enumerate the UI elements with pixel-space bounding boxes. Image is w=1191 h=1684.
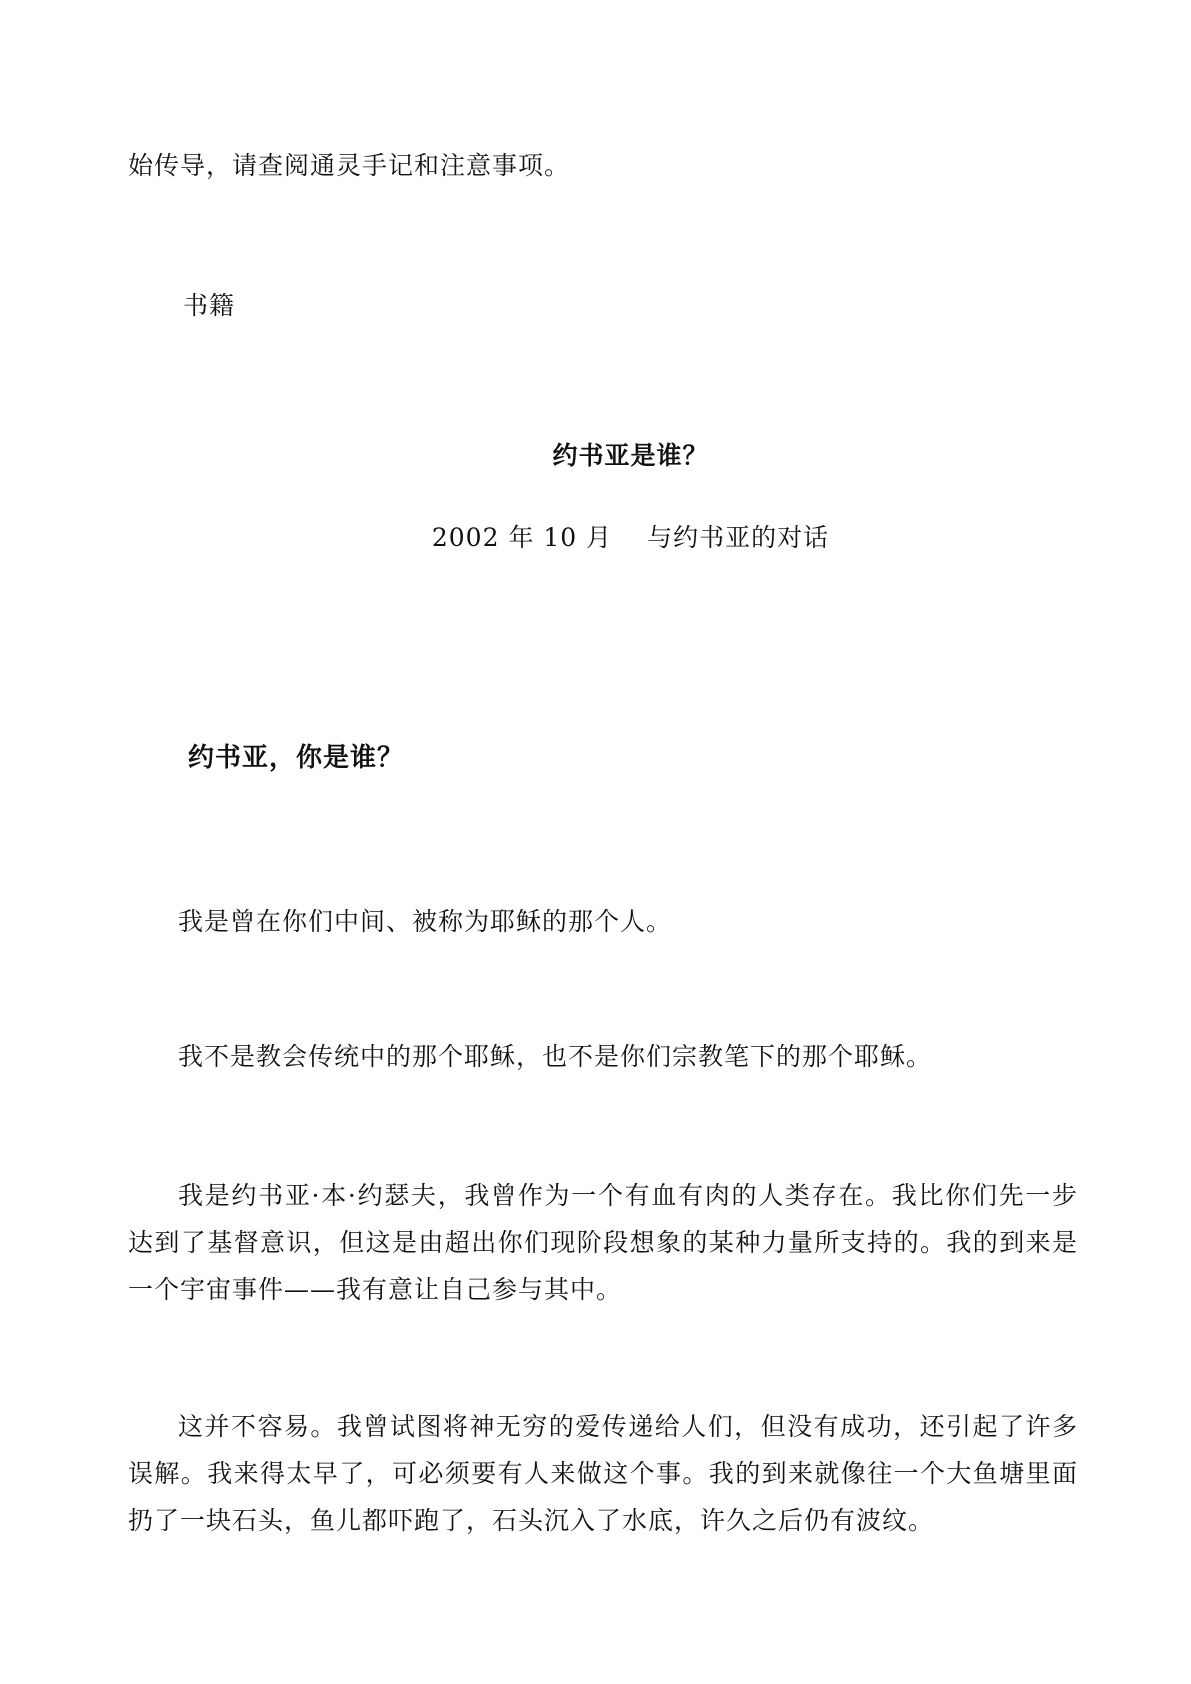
document-title: 约书亚是谁？: [552, 441, 709, 470]
paragraph-4: 这并不容易。我曾试图将神无穷的爱传递给人们，但没有成功，还引起了许多误解。我来得太早了，可必须要有人来做这个事。我的到来就像往一个大鱼塘里面扔了一块石头，鱼儿都吓跑了，石头沉入了水底，许久之后仍有波纹。: [128, 1412, 1078, 1535]
continuation-text: 始传导，请查阅通灵手记和注意事项。: [128, 151, 571, 180]
paragraph-3: 我是约书亚·本·约瑟夫，我曾作为一个有血有肉的人类存在。我比你们先一步达到了基督意识，但这是由超出你们现阶段想象的某种力量所支持的。我的到来是一个宇宙事件——我有意让自己参与其中。: [128, 1181, 1078, 1304]
paragraph-2: 我不是教会传统中的那个耶稣，也不是你们宗教笔下的那个耶稣。: [178, 1042, 933, 1071]
question-heading: 约书亚，你是谁？: [188, 743, 405, 773]
paragraph-1: 我是曾在你们中间、被称为耶稣的那个人。: [178, 907, 673, 936]
document-subtitle: 2002 年 10 月 与约书亚的对话: [431, 523, 830, 552]
section-label: 书籍: [183, 291, 236, 320]
